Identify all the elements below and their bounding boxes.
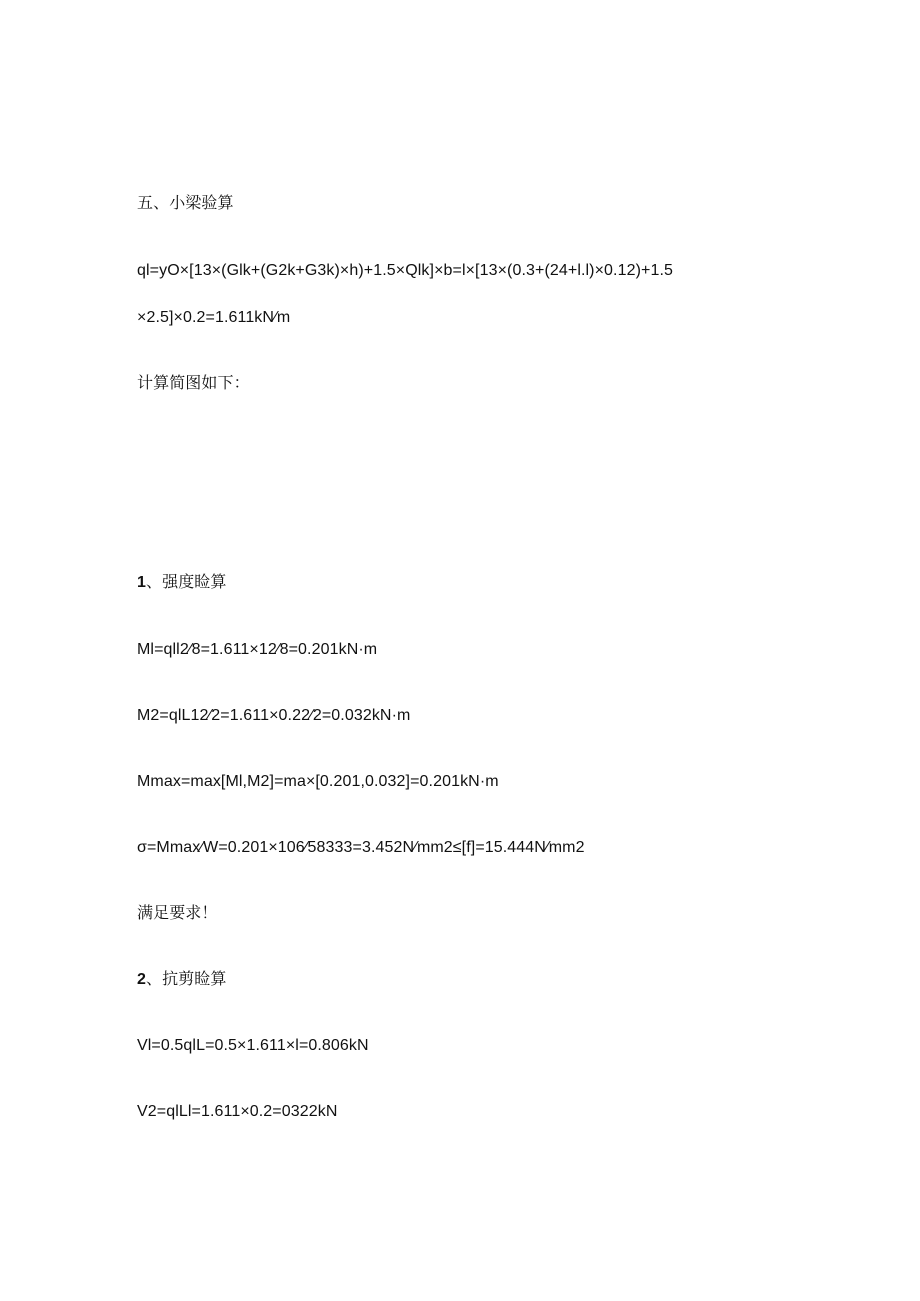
shear-check-number: 2 <box>137 971 146 988</box>
strength-result: 满足要求！ <box>137 905 218 922</box>
strength-check-title: 、强度睑算 <box>146 574 227 591</box>
calculation-diagram-placeholder <box>137 410 777 550</box>
shear-v1-formula: Vl=0.5qlL=0.5×1.611×l=0.806kN <box>137 1037 369 1054</box>
shear-check-heading <box>137 970 227 990</box>
shear-v2-formula: V2=qlLl=1.611×0.2=0322kN <box>137 1103 338 1120</box>
moment-max-formula: Mmax=max[Ml,M2]=ma×[0.201,0.032]=0.201kN·m <box>137 773 499 790</box>
load-formula-line-2: ×2.5]×0.2=1.611kN∕m <box>137 309 291 326</box>
load-formula-line-1: ql=yO×[13×(Glk+(G2k+G3k)×h)+1.5×Qlk]×b=l×[13×(0.3+(24+l.l)×0.12)+1.5 <box>137 262 674 279</box>
strength-check-heading <box>137 573 227 593</box>
section-title: 五、小梁验算 <box>137 195 234 212</box>
moment-m1-formula: Ml=qll2∕8=1.611×12∕8=0.201kN·m <box>137 641 378 658</box>
diagram-caption: 计算简图如下： <box>137 375 250 392</box>
strength-check-number: 1 <box>137 574 146 591</box>
stress-formula: σ=Mmax∕W=0.201×106∕58333=3.452N∕mm2≤[f]=15.444N∕mm2 <box>137 839 585 856</box>
shear-check-title: 、抗剪睑算 <box>146 971 227 988</box>
moment-m2-formula: M2=qlL12∕2=1.611×0.22∕2=0.032kN·m <box>137 707 411 724</box>
